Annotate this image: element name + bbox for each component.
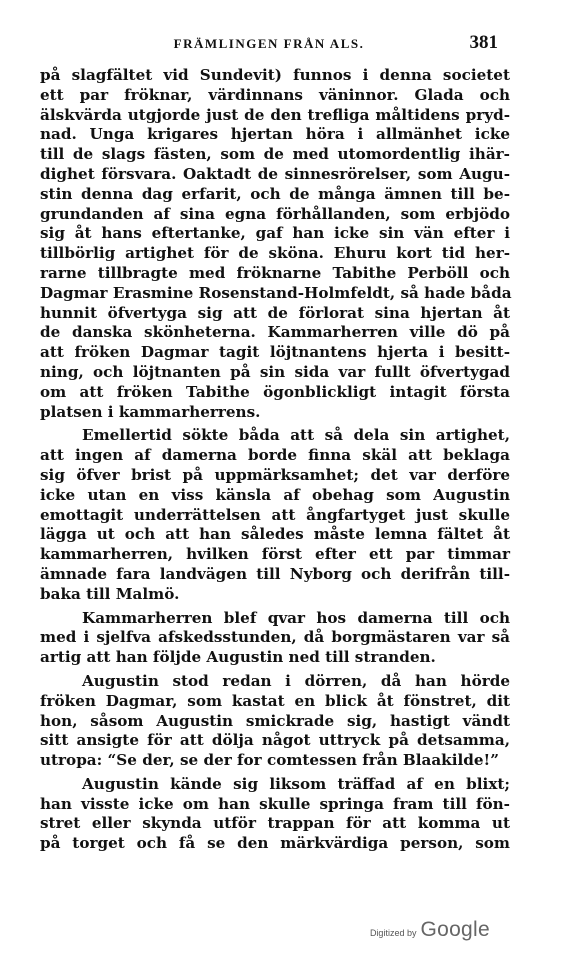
paragraph bbox=[40, 66, 510, 422]
text-line: sig åt hans eftertanke, gaf han icke sin vän efter i bbox=[40, 224, 510, 243]
watermark-prefix: Digitized by bbox=[369, 928, 417, 938]
text-line: på slagfältet vid Sundevit) funnos i denna societet bbox=[40, 66, 510, 84]
text-line: grundanden af sina egna förhållanden, som erbjödo bbox=[40, 204, 510, 223]
text-line: ämnade fara landvägen till Nyborg och derifrån till- bbox=[40, 564, 510, 583]
text-line: tillbörlig artighet för de sköna. Ehuru kort tid her- bbox=[40, 244, 510, 263]
text-line: Emellertid sökte båda att så dela sin artighet, bbox=[82, 426, 510, 445]
paragraph bbox=[40, 426, 510, 604]
text-line: stin denna dag erfarit, och de många ämnen till be- bbox=[40, 184, 510, 203]
text-line: de danska skönheterna. Kammarherren ville dö på bbox=[40, 323, 510, 342]
text-line: Augustin stod redan i dörren, då han hörde bbox=[82, 671, 510, 690]
text-line: baka till Malmö. bbox=[40, 584, 180, 603]
text-line: dighet försvara. Oaktadt de sinnesrörelser, som Augu- bbox=[40, 164, 510, 183]
text-line: att fröken Dagmar tagit löjtnantens hjerta i besitt- bbox=[40, 343, 510, 362]
text-line: till de slags fästen, som de med utomordentlig ihär- bbox=[40, 145, 510, 164]
text-line: platsen i kammarherrens. bbox=[40, 402, 261, 421]
text-line: om att fröken Tabithe ögonblickligt intagit första bbox=[40, 382, 510, 401]
paragraph bbox=[40, 775, 510, 854]
text-line: hunnit öfvertyga sig att de förlorat sina hjertan åt bbox=[40, 303, 510, 322]
text-line: på torget och få se den märkvärdiga person, som bbox=[40, 834, 510, 853]
text-line: stret eller skynda utför trappan för att komma ut bbox=[40, 814, 510, 833]
text-line: sitt ansigte för att dölja något uttryck på detsamma, bbox=[40, 731, 510, 750]
text-line: kammarherren, hvilken först efter ett par timmar bbox=[40, 545, 510, 564]
text-line: artig att han följde Augustin ned till stranden. bbox=[40, 648, 436, 667]
text-line: nad. Unga krigares hjertan höra i allmänhet icke bbox=[40, 125, 510, 144]
text-line: Augustin kände sig liksom träffad af en blixt; bbox=[82, 774, 510, 793]
body-text bbox=[40, 66, 510, 858]
text-line: med i sjelfva afskedsstunden, då borgmästaren var så bbox=[40, 628, 510, 647]
text-line: han visste icke om han skulle springa fram till fön- bbox=[40, 794, 510, 813]
digitization-watermark bbox=[370, 918, 490, 942]
google-logo: Google bbox=[420, 918, 490, 941]
text-line: Dagmar Erasmine Rosenstand-Holmfeldt, så hade båda bbox=[40, 283, 512, 302]
text-line: Kammarherren blef qvar hos damerna till och bbox=[82, 608, 510, 627]
text-line: lägga ut och att han således måste lemna fältet åt bbox=[40, 525, 510, 544]
paragraph bbox=[40, 672, 510, 771]
text-line: utropa: “Se der, se der for comtessen från Blaakilde!” bbox=[40, 751, 499, 770]
text-line: rarne tillbragte med fröknarne Tabithe Perböll och bbox=[40, 263, 510, 282]
text-line: ning, och löjtnanten på sin sida var fullt öfvertygad bbox=[40, 362, 510, 381]
text-line: ett par fröknar, värdinnans väninnor. Glada och bbox=[40, 85, 510, 104]
text-line: icke utan en viss känsla af obehag som Augustin bbox=[40, 485, 510, 504]
text-line: älskvärda utgjorde just de den trefliga måltidens pryd- bbox=[40, 105, 510, 124]
text-line: att ingen af damerna borde finna skäl att beklaga bbox=[40, 446, 510, 465]
running-title: FRÄMLINGEN FRÅN ALS. bbox=[173, 36, 365, 51]
text-line: hon, såsom Augustin smickrade sig, hastigt vändt bbox=[40, 711, 510, 730]
text-line: sig öfver brist på uppmärksamhet; det var derföre bbox=[40, 465, 510, 484]
text-line: emottagit underrättelsen att ångfartyget just skulle bbox=[40, 505, 510, 524]
paragraph bbox=[40, 609, 510, 668]
text-line: fröken Dagmar, som kastat en blick åt fönstret, dit bbox=[40, 691, 510, 710]
page-header bbox=[40, 30, 498, 60]
page-number: 381 bbox=[469, 32, 498, 53]
